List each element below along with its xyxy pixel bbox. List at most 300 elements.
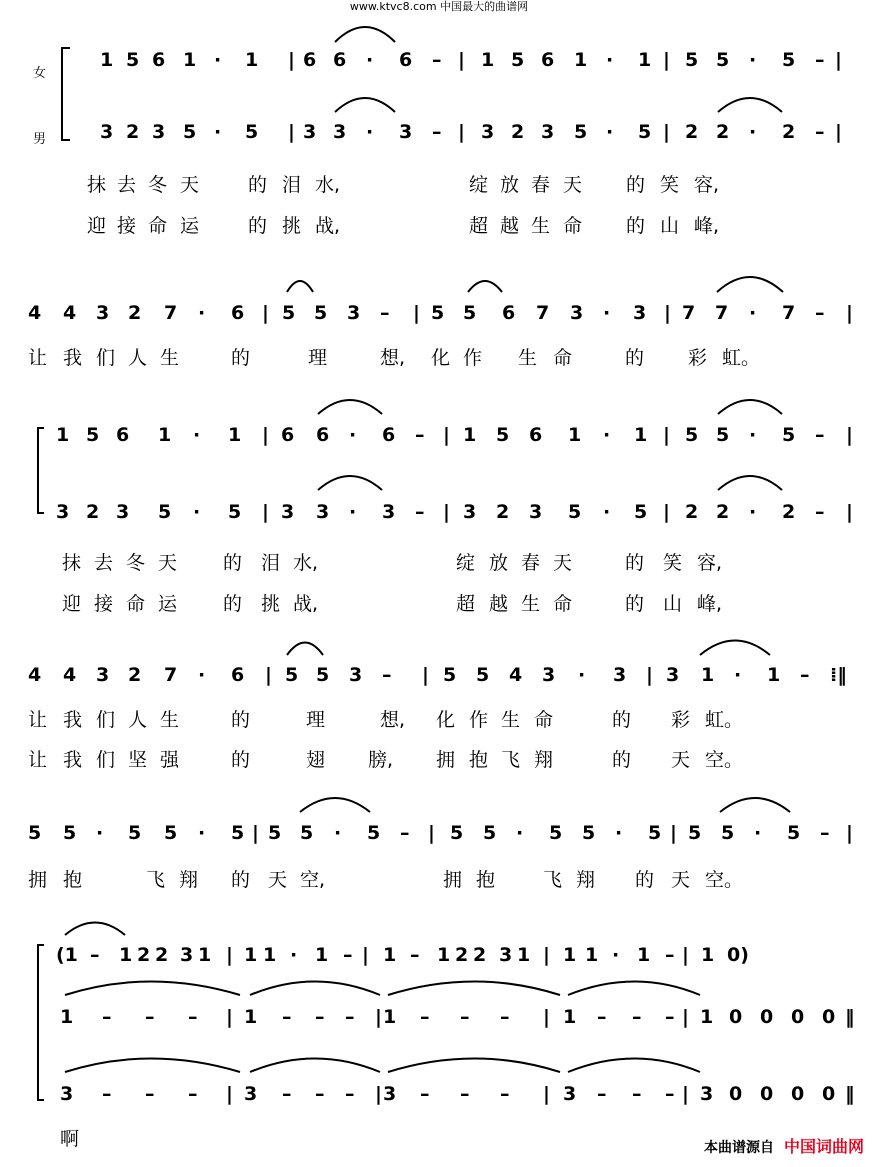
note: 3 — [463, 501, 477, 523]
note: 4 — [63, 664, 77, 686]
note: (1 — [56, 944, 78, 966]
note: 1 — [158, 424, 172, 446]
lyric-char: 的 — [625, 552, 645, 574]
note: · — [334, 822, 342, 844]
lyric-char: 容, — [697, 552, 723, 574]
note: – — [145, 1083, 155, 1105]
lyric-char: 春 — [531, 174, 551, 196]
note: – — [432, 121, 442, 143]
note: 2 — [511, 121, 525, 143]
note: 5 — [245, 121, 259, 143]
note: · — [349, 501, 357, 523]
note: 2 — [86, 501, 100, 523]
note: 5 — [285, 664, 299, 686]
note: 1 — [563, 944, 577, 966]
lyric-char: 天 — [180, 174, 200, 196]
note: 5 — [638, 121, 652, 143]
note: – — [282, 1006, 292, 1028]
note: 3 — [96, 664, 110, 686]
note: · — [193, 424, 201, 446]
lyric-char: 超 — [456, 593, 476, 615]
note: 5 — [782, 49, 796, 71]
note: 5 — [476, 664, 490, 686]
note: 2 — [473, 944, 487, 966]
tie-slur — [568, 1059, 700, 1073]
note: | — [375, 1083, 382, 1105]
note: 1 — [383, 1006, 397, 1028]
lyric-char: 运 — [180, 215, 200, 237]
lyric-char: 生 — [160, 709, 180, 731]
note: 5 — [450, 822, 464, 844]
lyric-char: 的 — [625, 593, 645, 615]
note: 4 — [28, 664, 42, 686]
note: | — [262, 302, 269, 324]
lyric-char: 山 — [663, 593, 683, 615]
note: | — [265, 664, 272, 686]
lyric-char: 抱 — [476, 869, 496, 891]
note: · — [578, 664, 586, 686]
lyric-char: 山 — [660, 215, 680, 237]
lyric-char: 天 — [553, 552, 573, 574]
note: 5 — [568, 501, 582, 523]
note: · — [734, 664, 742, 686]
note: 5 — [582, 822, 596, 844]
note: ‖ — [845, 1006, 855, 1028]
note: 6 — [399, 49, 413, 71]
note: 6 — [281, 424, 295, 446]
tie-slur — [468, 281, 502, 292]
note: · — [366, 121, 374, 143]
note: 1 — [244, 1006, 258, 1028]
note: | — [443, 424, 450, 446]
note: 5 — [496, 424, 510, 446]
note: 6 — [541, 49, 555, 71]
note: – — [380, 302, 390, 324]
note: 3 — [613, 664, 627, 686]
lyric-char: 让 — [28, 347, 48, 369]
note: · — [198, 664, 206, 686]
tie-slur — [718, 400, 782, 414]
note: – — [420, 1006, 430, 1028]
note: | — [646, 664, 653, 686]
note: 6 — [333, 49, 347, 71]
lyric-char: 挑 — [282, 215, 302, 237]
note: 3 — [56, 501, 70, 523]
note: 0 — [822, 1083, 836, 1105]
lyric-char: 冬 — [126, 552, 146, 574]
note: – — [460, 1083, 470, 1105]
lyric-char: 峰, — [697, 593, 723, 615]
lyric-char: 拥 — [28, 869, 48, 891]
lyric-char: 虹。 — [722, 347, 761, 369]
note: 5 — [231, 822, 245, 844]
note: 1 — [437, 944, 451, 966]
lyric-char: 抱 — [63, 869, 83, 891]
note: · — [96, 822, 104, 844]
note: 3 — [303, 121, 317, 143]
note: 3 — [499, 944, 513, 966]
note: 7 — [536, 302, 550, 324]
note: 3 — [100, 121, 114, 143]
lyric-char: 人 — [128, 347, 148, 369]
note: | — [682, 1083, 689, 1105]
note: – — [432, 49, 442, 71]
lyric-char: 空。 — [705, 749, 744, 771]
note: – — [500, 1006, 510, 1028]
tie-slur — [300, 798, 370, 812]
lyric-char: 命 — [553, 347, 573, 369]
tie-slur — [318, 400, 382, 414]
note: | — [458, 121, 465, 143]
note: 3 — [666, 664, 680, 686]
note: – — [400, 822, 410, 844]
note: 5 — [685, 49, 699, 71]
note: | — [226, 1083, 233, 1105]
note: 5 — [463, 302, 477, 324]
page-header: www.ktvc8.com 中国最大的曲谱网 — [349, 0, 529, 13]
tie-slur — [568, 982, 700, 996]
note: | — [428, 822, 435, 844]
lyric-char: 笑 — [663, 552, 683, 574]
lyric-char: 飞 — [543, 869, 563, 891]
note: 3 — [60, 1083, 74, 1105]
lyric-char: 的 — [248, 215, 268, 237]
note: | — [846, 822, 853, 844]
note: | — [458, 49, 465, 71]
note: 1 — [563, 1006, 577, 1028]
tie-slur — [700, 641, 770, 656]
note: 1 — [517, 944, 531, 966]
note: 3 — [399, 121, 413, 143]
lyric-char: 水, — [293, 552, 319, 574]
note: – — [382, 664, 392, 686]
note: 5 — [483, 822, 497, 844]
footer-label: 本曲谱源自 — [703, 1140, 774, 1156]
system-brace — [38, 428, 44, 513]
lyric-char: 坚 — [128, 749, 148, 771]
lyric-char: 抱 — [469, 749, 489, 771]
note: · — [516, 822, 524, 844]
note: | — [543, 1083, 550, 1105]
lyric-char: 放 — [489, 552, 509, 574]
note: 0 — [822, 1006, 836, 1028]
lyric-char: 命 — [148, 215, 168, 237]
note: 1 — [701, 664, 715, 686]
note: 3 — [152, 121, 166, 143]
note: 5 — [28, 822, 42, 844]
note: 3 — [116, 501, 130, 523]
note: · — [606, 121, 614, 143]
note: – — [345, 1006, 355, 1028]
note: | — [846, 501, 853, 523]
lyric-char: 的 — [231, 749, 251, 771]
note: 6 — [152, 49, 166, 71]
note: | — [422, 664, 429, 686]
note: 3 — [316, 501, 330, 523]
note: 1 — [585, 944, 599, 966]
note: | — [252, 822, 259, 844]
note: 6 — [502, 302, 516, 324]
note: 0 — [791, 1083, 805, 1105]
note: | — [362, 944, 369, 966]
lyric-char: 命 — [563, 215, 583, 237]
note: 7 — [715, 302, 729, 324]
note: – — [632, 1083, 642, 1105]
lyric-char: 们 — [96, 749, 116, 771]
lyric-char: 笑 — [660, 174, 680, 196]
note: · — [749, 49, 757, 71]
lyric-char: 挑 — [261, 593, 281, 615]
lyric-char: 接 — [94, 593, 114, 615]
note: | — [663, 49, 670, 71]
lyric-char: 生 — [531, 215, 551, 237]
lyric-char: 的 — [635, 869, 655, 891]
tie-slur — [335, 27, 395, 42]
note: 1 — [60, 1006, 74, 1028]
note: – — [343, 944, 353, 966]
note: | — [262, 501, 269, 523]
note: 1 — [245, 49, 259, 71]
lyric-char: 拥 — [436, 749, 456, 771]
note: 3 — [570, 302, 584, 324]
lyric-char: 啊 — [60, 1128, 80, 1150]
note: 5 — [128, 822, 142, 844]
note: · — [749, 424, 757, 446]
note: 5 — [648, 822, 662, 844]
note: 3 — [180, 944, 194, 966]
note: 1 — [574, 49, 588, 71]
note: 0 — [760, 1083, 774, 1105]
lyric-char: 天 — [158, 552, 178, 574]
note: 0 — [729, 1083, 743, 1105]
note: | — [413, 302, 420, 324]
note: 5 — [164, 822, 178, 844]
note: – — [102, 1083, 112, 1105]
note: · — [612, 944, 620, 966]
lyric-char: 的 — [626, 174, 646, 196]
note: 1 — [481, 49, 495, 71]
lyric-char: 想, — [380, 709, 406, 731]
note: 3 — [96, 302, 110, 324]
note: 5 — [63, 822, 77, 844]
note: 6 — [116, 424, 130, 446]
lyric-char: 峰, — [694, 215, 720, 237]
lyric-char: 春 — [521, 552, 541, 574]
note: 5 — [300, 822, 314, 844]
lyric-char: 化 — [436, 709, 456, 731]
note: · — [290, 944, 298, 966]
lyric-char: 生 — [518, 347, 538, 369]
note: · — [214, 121, 222, 143]
lyric-char: 绽 — [469, 174, 489, 196]
lyric-char: 我 — [63, 749, 83, 771]
note: – — [820, 822, 830, 844]
lyric-char: 越 — [489, 593, 509, 615]
lyric-char: 运 — [158, 593, 178, 615]
lyric-char: 的 — [626, 215, 646, 237]
lyric-char: 空, — [300, 869, 326, 891]
tie-slur — [718, 98, 782, 112]
lyric-char: 彩 — [671, 709, 691, 731]
note: 5 — [431, 302, 445, 324]
note: 3 — [333, 121, 347, 143]
note: 2 — [455, 944, 469, 966]
note: – — [345, 1083, 355, 1105]
tie-slur — [388, 982, 560, 996]
lyric-char: 冬 — [148, 174, 168, 196]
lyric-char: 作 — [463, 347, 483, 369]
lyric-char: 生 — [160, 347, 180, 369]
note: 4 — [509, 664, 523, 686]
lyric-char: 天 — [671, 749, 691, 771]
note: 5 — [158, 501, 172, 523]
lyric-char: 的 — [612, 749, 632, 771]
note: 5 — [716, 424, 730, 446]
note: – — [460, 1006, 470, 1028]
lyric-char: 抹 — [87, 174, 107, 196]
note: 1 — [637, 944, 651, 966]
note: – — [815, 302, 825, 324]
lyric-char: 天 — [671, 869, 691, 891]
note: 5 — [634, 501, 648, 523]
lyric-char: 的 — [223, 552, 243, 574]
lyric-char: 迎 — [62, 593, 82, 615]
note: – — [815, 501, 825, 523]
note: 1 — [383, 944, 397, 966]
note: 5 — [782, 424, 796, 446]
lyric-char: 翅 — [306, 749, 326, 771]
note: – — [102, 1006, 112, 1028]
note: | — [663, 424, 670, 446]
note: – — [90, 944, 100, 966]
lyric-char: 翔 — [534, 749, 554, 771]
note: | — [835, 49, 842, 71]
note: 5 — [787, 822, 801, 844]
note: 7 — [782, 302, 796, 324]
note: – — [410, 944, 420, 966]
note: | — [663, 121, 670, 143]
tie-slur — [717, 277, 783, 292]
lyric-char: 生 — [521, 593, 541, 615]
note: 6 — [231, 302, 245, 324]
lyric-char: 飞 — [146, 869, 166, 891]
note: 2 — [496, 501, 510, 523]
note: · — [214, 49, 222, 71]
note: 5 — [549, 822, 563, 844]
lyric-char: 化 — [431, 347, 451, 369]
note: 0 — [729, 1006, 743, 1028]
lyric-char: 水, — [315, 174, 341, 196]
note: | — [682, 944, 689, 966]
lyric-char: 翔 — [179, 869, 199, 891]
note: 3 — [349, 664, 363, 686]
note: 5 — [716, 49, 730, 71]
voice-label-male: 男 — [33, 132, 47, 147]
note: · — [603, 501, 611, 523]
voice-label-female: 女 — [33, 66, 47, 81]
note: ⁞‖ — [830, 664, 847, 686]
tie-slur — [65, 1059, 240, 1073]
note: · — [198, 302, 206, 324]
note: 3 — [244, 1083, 258, 1105]
note: 1 — [228, 424, 242, 446]
lyric-char: 的 — [612, 709, 632, 731]
note: ‖ — [845, 1083, 855, 1105]
note: 1 — [463, 424, 477, 446]
lyric-char: 我 — [63, 709, 83, 731]
note: 2 — [128, 302, 142, 324]
note: · — [198, 822, 206, 844]
note: 7 — [164, 302, 178, 324]
note: – — [315, 1083, 325, 1105]
lyric-char: 放 — [500, 174, 520, 196]
lyric-char: 想, — [380, 347, 406, 369]
note: | — [835, 121, 842, 143]
note: 6 — [382, 424, 396, 446]
note: – — [145, 1006, 155, 1028]
lyric-char: 的 — [231, 709, 251, 731]
lyric-char: 泪 — [282, 174, 302, 196]
note: – — [282, 1083, 292, 1105]
note: | — [226, 1006, 233, 1028]
note: 1 — [638, 49, 652, 71]
note: 0 — [791, 1006, 805, 1028]
note: 5 — [574, 121, 588, 143]
note: – — [800, 664, 810, 686]
lyric-char: 去 — [94, 552, 114, 574]
note: 1 — [183, 49, 197, 71]
lyric-char: 容, — [694, 174, 720, 196]
note: – — [815, 424, 825, 446]
lyric-char: 接 — [117, 215, 137, 237]
lyric-char: 命 — [534, 709, 554, 731]
lyric-char: 战, — [293, 593, 319, 615]
note: · — [749, 501, 757, 523]
lyric-char: 理 — [308, 347, 328, 369]
note: | — [543, 944, 550, 966]
note: | — [846, 424, 853, 446]
note: 3 — [563, 1083, 577, 1105]
note: 1 — [568, 424, 582, 446]
lyric-char: 的 — [223, 593, 243, 615]
lyric-char: 去 — [117, 174, 137, 196]
note: 3 — [347, 302, 361, 324]
lyric-char: 强 — [160, 749, 180, 771]
lyric-char: 拥 — [443, 869, 463, 891]
note: – — [597, 1006, 607, 1028]
lyric-char: 们 — [96, 709, 116, 731]
note: | — [288, 49, 295, 71]
lyric-char: 我 — [63, 347, 83, 369]
note: 5 — [86, 424, 100, 446]
note: 2 — [137, 944, 151, 966]
note: | — [226, 944, 233, 966]
note: 5 — [314, 302, 328, 324]
note: 2 — [685, 121, 699, 143]
note: 5 — [721, 822, 735, 844]
lyric-char: 泪 — [261, 552, 281, 574]
note: – — [188, 1083, 198, 1105]
note: 5 — [126, 49, 140, 71]
note: | — [543, 1006, 550, 1028]
note: 3 — [542, 664, 556, 686]
lyric-char: 命 — [126, 593, 146, 615]
footer — [704, 1134, 864, 1157]
note: | — [846, 302, 853, 324]
note: · — [366, 49, 374, 71]
footer-brand-link[interactable]: 中国词曲网 — [783, 1137, 864, 1156]
note: · — [349, 424, 357, 446]
